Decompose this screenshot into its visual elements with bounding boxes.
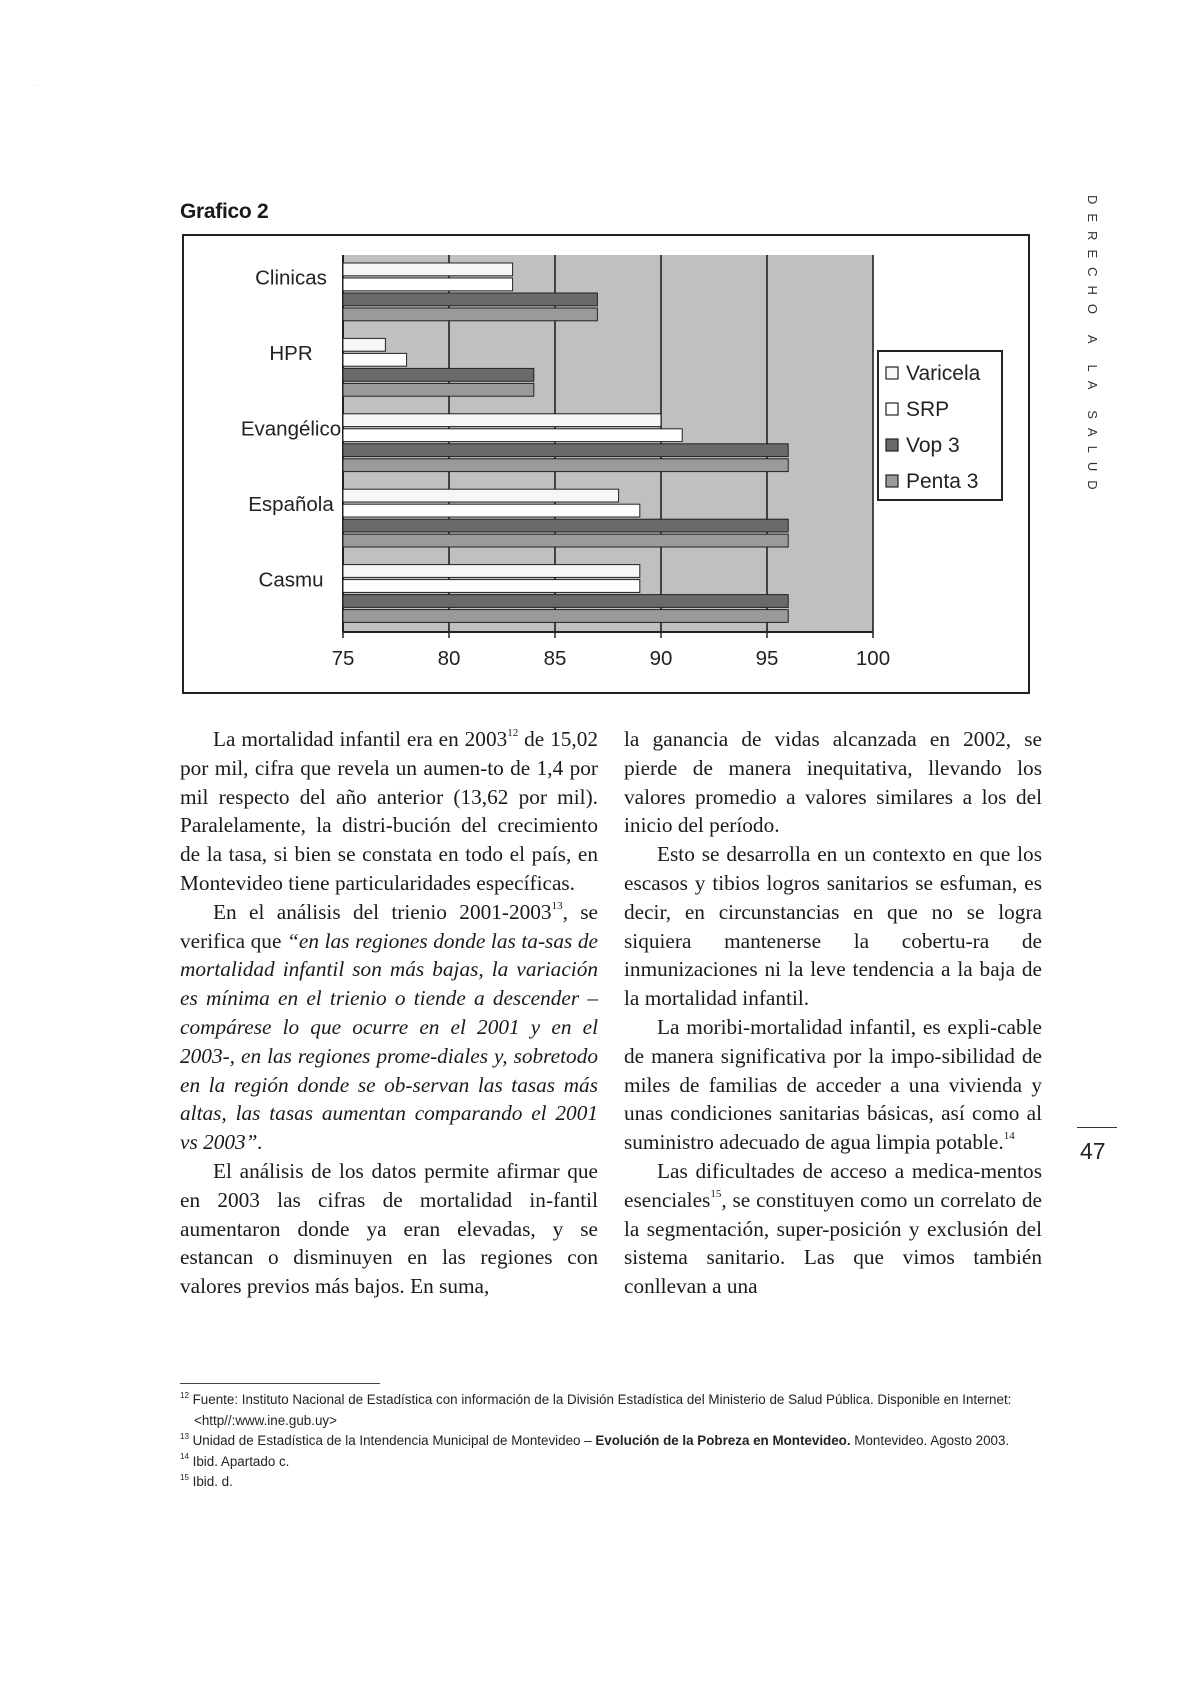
category-label: HPR [269,342,313,366]
bar-penta-3 [343,308,597,321]
text-run: La mortalidad infantil era en 2003 [213,727,508,751]
bar-srp [343,353,407,366]
paragraph [180,725,598,898]
figure-title: Grafico 2 [180,200,269,223]
bar-penta-3 [343,383,534,396]
legend-label: Varicela [906,362,981,385]
quote-text: “en las regiones donde las ta-sas de mortalidad infantil son más bajas, la variación es mínima en el trienio o tiende a descender –compárese lo que ocurre en el 2001 y en el 2003-, en las regiones prome-diales y, sobretodo en la región donde se ob-servan las tasas más altas, las tasas aumentan comparando el 2001 vs 2003”. [180,928,598,1155]
text-run: Las dificultades de acceso a medica-mentos esenciales [624,1158,1042,1212]
text-run: Ibid. Apartado c. [188,1453,290,1469]
chart-frame [182,234,1030,694]
bar-varicela [343,489,619,502]
note-ref: 15 [180,1472,189,1482]
category-label: Evangélico [240,417,342,441]
bar-penta-3 [343,459,788,472]
x-tick-label: 85 [543,647,567,670]
bar-vop-3 [343,293,597,306]
text-run: El análisis de los datos permite afirmar que en 2003 las cifras de mortalidad in-fantil aumentaron donde ya eran elevadas, y se estancan o disminuyen en las regiones con valores previos más bajos. En suma, [180,1158,598,1299]
legend-swatch [886,367,898,379]
text-run: , se constituyen como un correlato de la segmentación, super-posición y exclusión del sistema sanitario. Las que vimos también conllevan a una [624,1187,1042,1299]
bar-vop-3 [343,444,788,457]
paragraph [624,840,1042,1013]
category-label: Española [248,492,334,516]
legend-swatch [886,439,898,451]
bar-vop-3 [343,368,534,381]
paragraph [180,898,598,1157]
legend-swatch [886,475,898,487]
bar-varicela [343,263,513,276]
note-ref: 14 [1003,1130,1015,1143]
bar-vop-3 [343,595,788,608]
note-ref: 12 [507,726,519,739]
footnote [180,1431,1042,1452]
footnote [180,1452,1042,1473]
x-tick-label: 90 [649,647,673,670]
bar-chart [184,236,1028,692]
text-run: la ganancia de vidas alcanzada en 2002, se pierde de manera inequitativa, llevando los valores promedio a valores similares a los del inicio del período. [624,727,1042,838]
bar-vop-3 [343,519,788,532]
bar-srp [343,278,513,291]
x-tick-label: 75 [331,647,355,670]
legend-label: Penta 3 [906,470,979,493]
bold-title: Evolución de la Pobreza en Montevideo. [595,1433,851,1448]
note-ref: 13 [551,899,563,912]
footnotes [180,1390,1042,1493]
x-tick-label: 95 [755,647,779,670]
footnote [180,1472,1042,1493]
text-run: Montevideo. Agosto 2003. [850,1433,1010,1448]
text-run: , se verifica que [180,899,598,953]
bar-varicela [343,338,385,351]
legend-label: Vop 3 [906,434,960,457]
body-column-left [180,725,598,1301]
paragraph [624,1157,1042,1301]
folio-rule [1077,1127,1117,1128]
text-run: Ibid. d. [188,1474,233,1489]
text-run: En el análisis del trienio 2001-2003 [213,899,552,924]
text-run: de 15,02 por mil, cifra que revela un aumen-to de 1,4 por mil respecto del año anterior (13,62 por mil). Paralelamente, la distri-bución del crecimiento de la tasa, si bien se constata en todo el país, en Montevideo tiene particularidades específicas. [180,727,598,895]
x-tick-label: 100 [855,647,891,670]
text-run: Unidad de Estadística de la Intendencia Municipal de Montevideo – [188,1433,596,1448]
text-run: Esto se desarrolla en un contexto en que los escasos y tibios logros sanitarios se esfuman, es decir, en circunstancias en que no se logra siquiera mantenerse la cobertu-ra de inmunizaciones ni la leve tendencia a la baja de la mortalidad infantil. [624,842,1042,1011]
category-label: Clinicas [255,266,327,290]
paragraph [624,725,1042,840]
bar-varicela [343,414,661,427]
footnote [180,1390,1042,1431]
page-number: 47 [1080,1138,1106,1164]
category-label: Casmu [258,568,324,592]
note-ref: 12 [180,1390,189,1400]
note-ref: 15 [710,1187,722,1200]
paragraph [180,1157,598,1301]
legend-label: SRP [906,398,950,421]
paragraph [624,1013,1042,1157]
text-run: La moribi-mortalidad infantil, es expli-cable de manera significativa por la impo-sibilidad de miles de familias de acceder a una vivienda y unas condiciones sanitarias básicas, así como al suministro adecuado de agua limpia potable. [624,1014,1042,1155]
text-run: Fuente: Instituto Nacional de Estadística con información de la División Estadística del Ministerio de Salud Pública. Disponible en Internet: <http//:www.ine.gub.uy> [188,1392,1012,1428]
bar-varicela [343,565,640,578]
corner-mark: . [34,82,36,88]
bar-penta-3 [343,610,788,623]
body-column-right [624,725,1042,1301]
legend-swatch [886,403,898,415]
x-tick-label: 80 [437,647,461,670]
bar-srp [343,504,640,517]
bar-srp [343,429,682,442]
footnote-rule [180,1383,380,1384]
running-head: DERECHO A LA SALUD [1085,195,1100,499]
bar-srp [343,580,640,593]
note-ref: 13 [180,1431,189,1441]
note-ref: 14 [180,1452,189,1462]
bar-penta-3 [343,534,788,547]
